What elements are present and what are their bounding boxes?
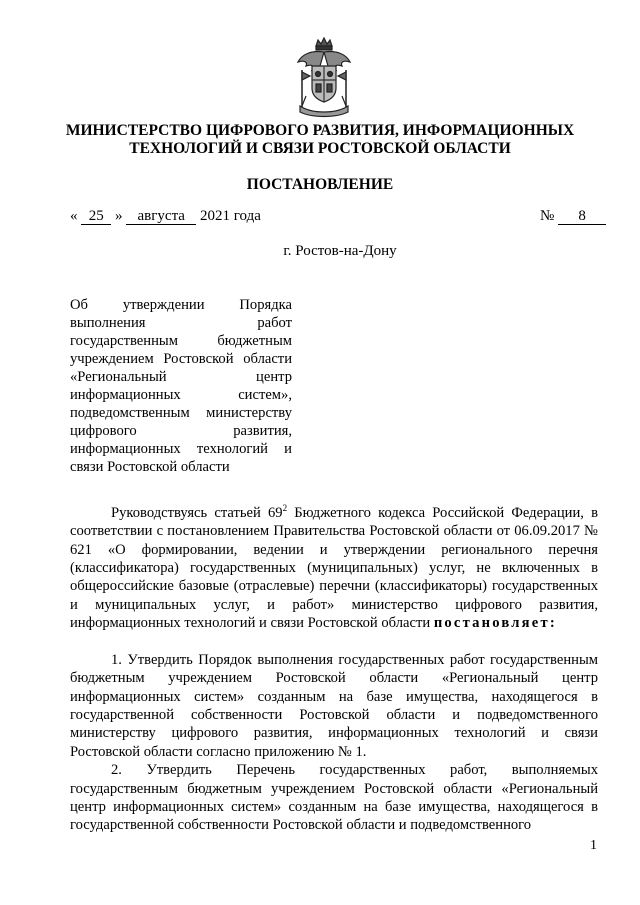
paragraph-item-1: 1. Утвердить Порядок выполнения государственных работ государственным бюджетным учреждением Ростовской области «Региональный центр информационных систем» созданным на базе имущества, находящегося в государственной собственности Ростовской области и подведомственного министерству цифрового развития, информационных технологий и связи Ростовской области согласно приложению № 1. [70,651,598,760]
document-type: ПОСТАНОВЛЕНИЕ [246,176,394,193]
ministry-title [40,122,600,158]
number-sign: № [540,208,555,224]
close-quote: » [115,208,123,224]
page-number: 1 [590,838,597,853]
date-line [70,208,261,225]
number-value: 8 [558,209,606,225]
date-year: 2021 года [200,208,261,224]
document-number [540,208,606,225]
paragraph-preamble [70,499,598,633]
coat-of-arms-emblem [292,36,356,120]
preamble-text-end: Бюджетного кодекса Российской Федерации, в соответствии с постановлением Правительства Ростовской области от 06.09.2017 № 621 «О формировании, ведении и утверждении регионального перечня (классификатора) государственных (муниципальных) услуг, не включенных в общероссийские базовые (отраслевые) перечни (классификаторы) государственных и муниципальных услуг, и работ» министерство цифрового развития, информационных технологий и связи Ростовской области [70,504,598,632]
open-quote: « [70,208,78,224]
ministry-line-1: МИНИСТЕРСТВО ЦИФРОВОГО РАЗВИТИЯ, ИНФОРМАЦИОННЫХ [65,122,575,139]
ministry-line-2: ТЕХНОЛОГИЙ И СВЯЗИ РОСТОВСКОЙ ОБЛАСТИ [129,140,511,157]
paragraph-item-2: 2. Утвердить Перечень государственных работ, выполняемых государственным бюджетным учреждением Ростовской области «Региональный центр информационных систем» созданным на базе имущества, находящегося в государственной собственности Ростовской области и подведомственного [70,762,598,834]
document-body [70,499,598,835]
decree-word: постановляет: [433,615,557,632]
article-superscript: 2 [282,503,288,513]
subject-block: Об утверждении Порядка выполнения работ государственным бюджетным учреждением Ростовской области «Региональный центр информационных систем», подведомственным министерству цифрового развития, информационных технологий и связи Ростовской области [70,297,292,475]
preamble-text-start: Руководствуясь статьей 69 [111,504,283,521]
city: г. Ростов-на-Дону [283,243,397,259]
date-month: августа [126,209,196,225]
date-day: 25 [81,209,111,225]
